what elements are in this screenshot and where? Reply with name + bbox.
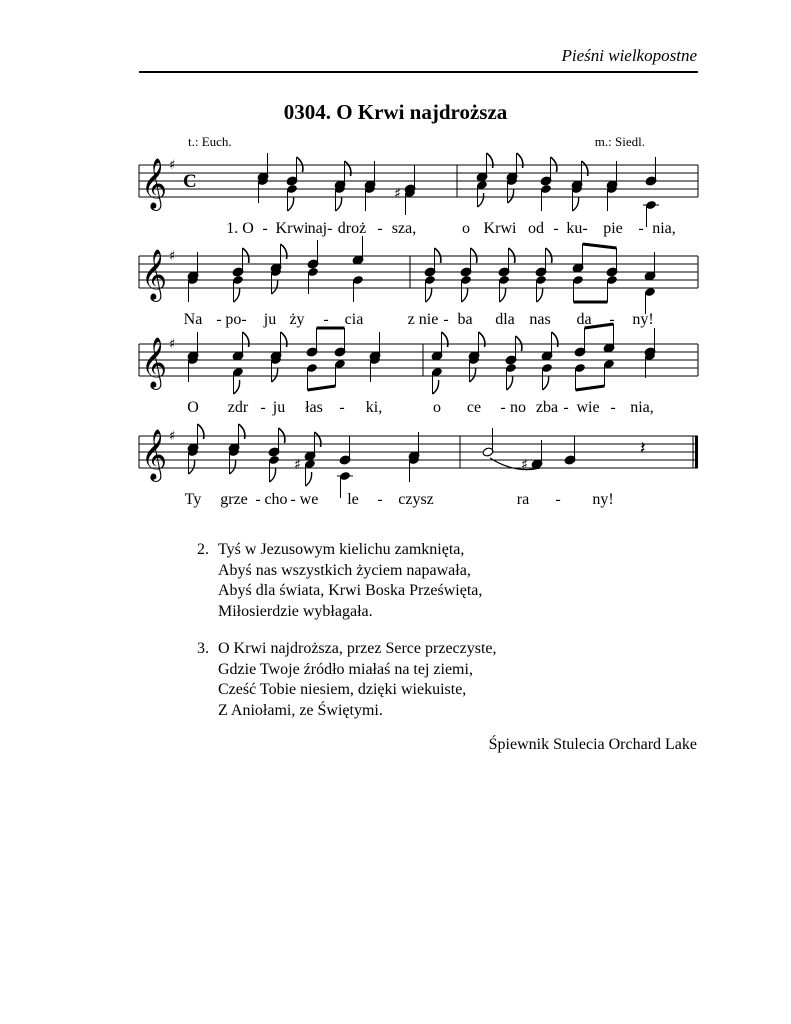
- note-flag: [306, 472, 312, 486]
- treble-clef-icon: 𝄞: [141, 337, 168, 388]
- lyric-syllable: ce: [466, 399, 482, 416]
- lyric-syllable: -: [563, 399, 569, 416]
- note-flag: [336, 197, 342, 211]
- time-signature: C: [183, 171, 197, 192]
- lyric-line-3: [0, 399, 791, 419]
- lyric-syllable: nia,: [652, 220, 676, 237]
- note-flag: [582, 161, 588, 176]
- note-flag: [552, 332, 558, 347]
- note-flag: [272, 280, 278, 294]
- lyric-syllable: -: [610, 399, 616, 416]
- final-barline: [695, 436, 698, 468]
- note-flag: [345, 161, 351, 176]
- lyric-syllable: -: [553, 220, 559, 237]
- note-flag: [433, 380, 439, 394]
- lyric-syllable: ju: [272, 399, 286, 416]
- stanza-line: Tyś w Jezusowym kielichu zamknięta,: [218, 541, 465, 558]
- key-signature-icon: ♯: [169, 249, 176, 264]
- lyric-syllable: -: [500, 399, 506, 416]
- note-flag: [517, 153, 523, 168]
- stanza-line: Gdzie Twoje źródło miałaś na tej ziemi,: [218, 660, 473, 678]
- lyric-syllable: zba: [535, 399, 559, 416]
- note-flag: [543, 376, 549, 390]
- note-flag: [537, 288, 543, 302]
- note-flag: [234, 380, 240, 394]
- stanza-number: 2.: [197, 541, 209, 558]
- note-flag: [426, 288, 432, 302]
- quarter-rest-icon: 𝄽: [640, 438, 646, 459]
- note-flag: [230, 460, 236, 474]
- lyric-syllable: naj-: [307, 220, 333, 237]
- treble-clef-icon: 𝄞: [141, 249, 168, 300]
- note-flag: [198, 424, 204, 439]
- note-beam: [308, 386, 336, 390]
- stanza-line: O Krwi najdroższa, przez Serce przeczyste,: [218, 640, 497, 657]
- note-flag: [479, 332, 485, 347]
- lyric-syllable: -: [216, 311, 222, 328]
- lyric-syllable: 1. O: [226, 220, 254, 237]
- lyric-syllable: -: [260, 399, 266, 416]
- lyric-syllable: ny!: [632, 311, 654, 328]
- key-signature-icon: ♯: [169, 429, 176, 444]
- note-flag: [507, 376, 513, 390]
- note-flag: [487, 153, 493, 168]
- note-flag: [288, 197, 294, 211]
- lyric-syllable: -: [255, 491, 261, 508]
- lyric-syllable: -: [443, 311, 449, 328]
- note-flag: [234, 288, 240, 302]
- treble-clef-icon: 𝄞: [141, 158, 168, 209]
- note-flag: [270, 468, 276, 482]
- lyric-syllable: grze: [220, 491, 248, 508]
- lyric-line-1: [0, 220, 791, 240]
- lyric-syllable: ju: [263, 311, 277, 328]
- note-flag: [281, 332, 287, 347]
- lyric-syllable: ku-: [566, 220, 588, 237]
- lyric-syllable: O: [187, 399, 199, 416]
- note-flag: [508, 189, 514, 203]
- lyric-syllable: od: [528, 220, 544, 237]
- note-flag: [189, 460, 195, 474]
- section-header: Pieśni wielkopostne: [561, 46, 697, 65]
- note-flag: [478, 193, 484, 207]
- lyric-syllable: le: [347, 491, 359, 508]
- lyric-line-4: [0, 491, 791, 511]
- sharp-accidental-icon: ♯: [394, 186, 401, 202]
- lyric-syllable: -: [262, 220, 268, 237]
- note-flag: [442, 332, 448, 347]
- lyric-syllable: cia: [344, 311, 364, 328]
- lyric-syllable: z nie: [407, 311, 439, 328]
- stanza-line: Abyś dla świata, Krwi Boska Prześwięta,: [218, 582, 483, 599]
- note-flag: [281, 244, 287, 259]
- lyric-syllable: Na: [183, 311, 203, 328]
- lyric-syllable: po-: [225, 311, 247, 328]
- lyric-syllable: sza,: [391, 220, 417, 237]
- lyric-syllable: ra: [516, 491, 530, 508]
- note-flag: [272, 368, 278, 382]
- lyric-syllable: zdr: [227, 399, 249, 416]
- lyric-syllable: o: [433, 399, 441, 416]
- lyric-syllable: ży: [289, 311, 305, 328]
- source-credit: Śpiewnik Stulecia Orchard Lake: [488, 736, 697, 753]
- lyric-syllable: droż: [337, 220, 367, 237]
- note-flag: [243, 332, 249, 347]
- note-flag: [462, 288, 468, 302]
- lyric-syllable: nas: [529, 311, 551, 328]
- lyric-syllable: -: [609, 311, 615, 328]
- stanza-line: Miłosierdzie wybłagała.: [218, 602, 373, 620]
- stanza-line: Abyś nas wszystkich życiem napawała,: [218, 561, 471, 579]
- lyric-syllable: Ty: [184, 491, 202, 508]
- note-flag: [500, 288, 506, 302]
- lyric-syllable: -: [323, 311, 329, 328]
- note-flag: [315, 432, 321, 447]
- note-beam: [583, 244, 617, 248]
- sharp-accidental-icon: ♯: [521, 457, 528, 473]
- note-beam: [576, 386, 605, 390]
- lyric-syllable: -: [638, 220, 644, 237]
- lyric-syllable: -: [377, 220, 383, 237]
- song-title: 0304. O Krwi najdroższa: [283, 100, 508, 124]
- lyric-syllable: nia,: [630, 399, 654, 416]
- stanza-number: 3.: [197, 640, 209, 657]
- key-signature-icon: ♯: [169, 158, 176, 173]
- lyric-syllable: no: [510, 399, 526, 416]
- lyric-syllable: ny!: [592, 491, 614, 508]
- lyric-syllable: -: [290, 491, 296, 508]
- text-credit: t.: Euch.: [188, 134, 232, 149]
- key-signature-icon: ♯: [169, 337, 176, 352]
- note-flag: [239, 424, 245, 439]
- lyric-syllable: ba: [457, 311, 473, 328]
- lyric-syllable: Krwi: [275, 220, 309, 237]
- lyric-syllable: dla: [495, 311, 515, 328]
- lyric-syllable: da: [576, 311, 592, 328]
- note-flag: [573, 197, 579, 211]
- lyric-syllable: łas: [305, 399, 323, 416]
- lyric-syllable: pie: [603, 220, 623, 237]
- lyric-syllable: Krwi: [483, 220, 517, 237]
- stanza-line: Cześć Tobie niesiem, dzięki wiekuiste,: [218, 681, 467, 698]
- lyric-syllable: we: [299, 491, 319, 508]
- lyric-syllable: ki,: [365, 399, 383, 416]
- lyric-line-2: [0, 311, 791, 331]
- lyric-syllable: cho: [264, 491, 288, 508]
- note-flag: [470, 368, 476, 382]
- lyric-syllable: czysz: [398, 491, 434, 508]
- stanza-line: Z Aniołami, ze Świętymi.: [218, 701, 383, 719]
- lyric-syllable: -: [339, 399, 345, 416]
- lyric-syllable: -: [555, 491, 561, 508]
- music-credit: m.: Siedl.: [594, 134, 645, 149]
- sharp-accidental-icon: ♯: [294, 457, 301, 473]
- lyric-syllable: wie: [576, 399, 600, 416]
- treble-clef-icon: 𝄞: [141, 429, 168, 480]
- lyric-syllable: o: [462, 220, 470, 237]
- lyric-syllable: -: [377, 491, 383, 508]
